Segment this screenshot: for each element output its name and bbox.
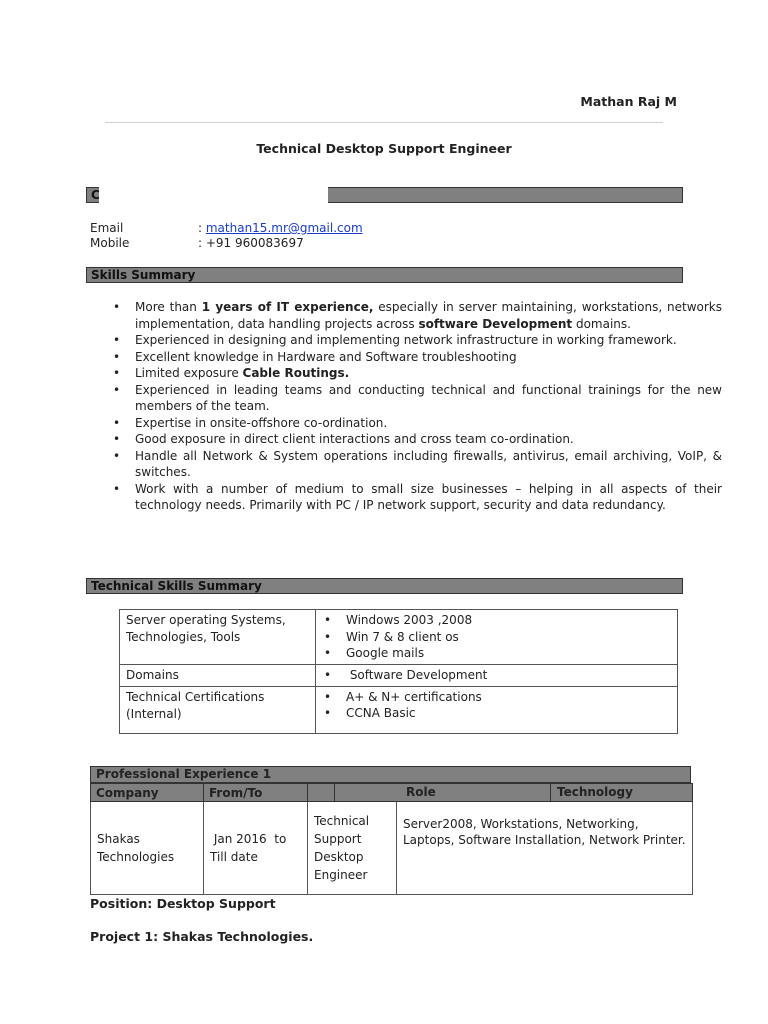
skill-item: • Good exposure in direct client interactions and cross team co-ordination. <box>135 431 722 448</box>
list-item: • Windows 2003 ,2008 <box>346 612 671 629</box>
mobile-value: : +91 960083697 <box>198 236 304 250</box>
table-row <box>120 610 678 665</box>
project-line: Project 1: Shakas Technologies. <box>90 929 314 944</box>
header-divider <box>105 122 663 123</box>
tech-values-cell <box>316 686 678 733</box>
column-header-technology: Technology <box>557 785 633 799</box>
email-label: Email <box>90 221 124 235</box>
skill-item: • Handle all Network & System operations including firewalls, antivirus, email archiving, VoIP, & switches. <box>135 448 722 481</box>
technical-heading: Technical Skills Summary <box>91 579 262 593</box>
email-row <box>90 221 363 236</box>
table-row <box>120 664 678 686</box>
skill-item: • More than 1 years of IT experience, especially in server maintaining, workstations, networks implementation, data handling projects across software Development domains. <box>135 299 722 332</box>
tech-label-cell: Server operating Systems, Technologies, Tools <box>120 610 316 665</box>
tech-label-cell: Technical Certifications (Internal) <box>120 686 316 733</box>
experience-table <box>90 783 693 895</box>
skill-item: • Limited exposure Cable Routings. <box>135 365 722 382</box>
tech-values-cell <box>316 610 678 665</box>
contact-section-header <box>86 187 683 203</box>
list-item: • Google mails <box>346 645 671 662</box>
skills-section-header <box>86 267 683 283</box>
position-line: Position: Desktop Support <box>90 896 276 911</box>
technology-cell: Server2008, Workstations, Networking, Laptops, Software Installation, Network Printer. <box>397 802 693 895</box>
skill-item: • Excellent knowledge in Hardware and Software troubleshooting <box>135 349 722 366</box>
table-row <box>91 802 693 895</box>
list-item: • A+ & N+ certifications <box>346 689 671 706</box>
column-header-from-to: From/To <box>204 784 308 802</box>
email-link[interactable]: mathan15.mr@gmail.com <box>205 221 363 235</box>
experience-heading: Professional Experience 1 <box>96 767 272 781</box>
tech-label-cell: Domains <box>120 664 316 686</box>
list-item: • Win 7 & 8 client os <box>346 629 671 646</box>
column-header-company: Company <box>91 784 204 802</box>
tech-values-cell <box>316 664 678 686</box>
job-title: Technical Desktop Support Engineer <box>256 141 512 156</box>
experience-section-header <box>90 766 691 783</box>
candidate-name: Mathan Raj M <box>580 94 677 109</box>
list-item: • CCNA Basic <box>346 705 671 722</box>
skills-heading: Skills Summary <box>91 268 196 282</box>
technical-skills-section-header <box>86 578 683 594</box>
table-header-row <box>91 784 693 802</box>
column-header-role: Role <box>401 784 551 801</box>
contact-heading: C <box>91 188 100 202</box>
header-mask <box>99 187 328 203</box>
mobile-row <box>90 236 304 251</box>
company-cell: Shakas Technologies <box>91 802 204 895</box>
list-item: • Software Development <box>346 667 671 684</box>
skill-item: • Experienced in designing and implementing network infrastructure in working framework. <box>135 332 722 349</box>
column-header-role-technology <box>308 784 693 802</box>
email-separator: : <box>198 221 206 235</box>
from-to-cell: Jan 2016 to Till date <box>204 802 308 895</box>
table-row <box>120 686 678 733</box>
skills-list <box>90 299 722 514</box>
skill-item: • Work with a number of medium to small size businesses – helping in all aspects of their technology needs. Primarily with PC / IP network support, security and data redundancy. <box>135 481 722 514</box>
skill-item: • Expertise in onsite-offshore co-ordination. <box>135 415 722 432</box>
mobile-label: Mobile <box>90 236 130 250</box>
role-cell: Technical Support Desktop Engineer <box>308 802 397 895</box>
skill-item: • Experienced in leading teams and conducting technical and functional trainings for the new members of the team. <box>135 382 722 415</box>
technical-skills-table <box>119 609 678 734</box>
